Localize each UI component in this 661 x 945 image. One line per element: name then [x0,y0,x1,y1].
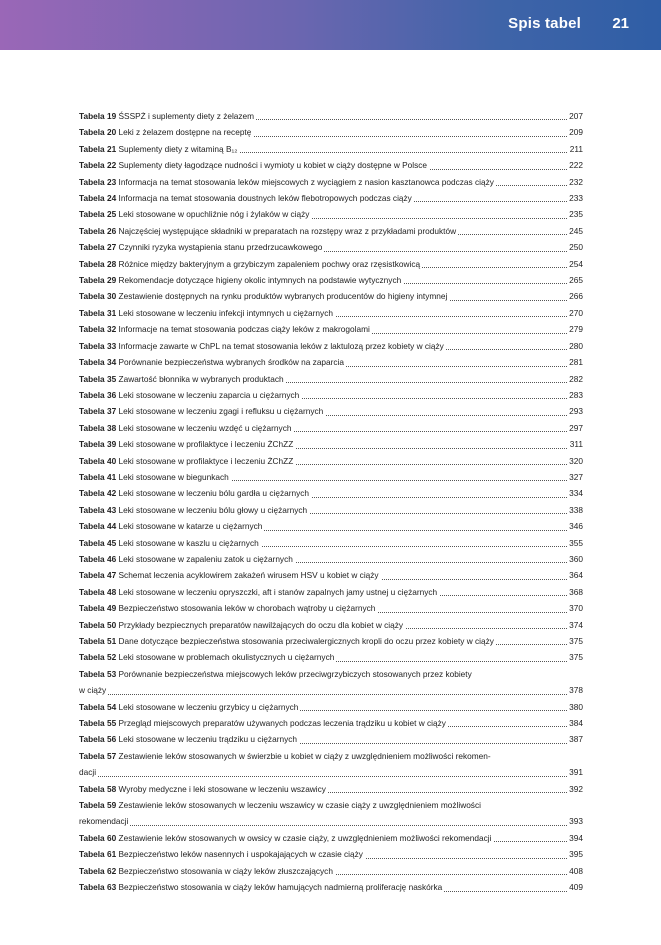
toc-entry[interactable] [79,551,583,567]
toc-entry-heading [79,357,346,367]
toc-entry-heading [79,554,295,564]
table-title: Przykłady bezpiecznych preparatów nawilżających do oczu dla kobiet w ciąży [118,619,404,630]
table-number: Tabela 25 [79,209,117,220]
toc-entry-heading [79,472,231,482]
page-reference: 394 [567,830,583,846]
toc-entry-heading [79,748,583,764]
page-header [0,0,661,50]
table-title: Leki stosowane w leczeniu opryszczki, aft i stanów zapalnych jamy ustnej u ciężarnych [118,586,438,597]
page-reference: 293 [567,403,583,419]
table-title: Leki stosowane w profilaktyce i leczeniu ŻChZZ [118,439,294,450]
table-number: Tabela 61 [79,849,117,860]
toc-entry-heading [79,521,264,531]
toc-entry[interactable] [79,469,583,485]
page-reference: 250 [567,239,583,255]
toc-entry-heading [79,193,414,203]
table-title: Leki stosowane w zapaleniu zatok u ciężarnych [118,553,293,564]
toc-entry-heading [79,603,377,613]
table-title: Zestawienie dostępnych na rynku produktów wybranych producentów do higieny intymnej [118,291,448,302]
page-reference: 281 [567,354,583,370]
toc-entry-heading [79,570,381,580]
toc-entry[interactable] [79,518,583,534]
toc-entry-heading [79,226,458,236]
table-title: Bezpieczeństwo stosowania w ciąży leków hamujących nadmierną proliferację naskórka [118,882,443,893]
table-number: Tabela 52 [79,652,117,663]
table-title: Przegląd miejscowych preparatów używanych podczas leczenia trądziku u kobiet w ciąży [118,718,446,729]
table-title: Leki stosowane w leczeniu bólu głowy u ciężarnych [118,504,308,515]
table-number: Tabela 24 [79,193,117,204]
table-number: Tabela 53 [79,668,117,679]
toc-entry[interactable] [79,420,583,436]
toc-entry-heading [79,275,403,285]
table-number: Tabela 59 [79,800,117,811]
toc-entry[interactable] [79,321,583,337]
toc-entry-heading [79,784,328,794]
table-title: Leki stosowane w leczeniu wzdęć u ciężarnych [118,422,292,433]
toc-entry[interactable] [79,567,583,583]
toc-entry[interactable] [79,436,583,452]
toc-entry-heading [79,505,309,515]
toc-entry[interactable] [79,305,583,321]
toc-entry[interactable] [79,485,583,501]
toc-entry[interactable] [79,600,583,616]
table-number: Tabela 31 [79,307,117,318]
page-number: 21 [612,15,629,32]
toc-entry-heading [79,456,295,466]
page-reference: 391 [567,764,583,780]
table-number: Tabela 29 [79,275,117,286]
table-number: Tabela 28 [79,258,117,269]
dot-leader [79,825,583,826]
dot-leader [79,776,583,777]
toc-entry-heading [79,849,365,859]
toc-entry-heading [79,308,335,318]
table-title: Porównanie bezpieczeństwa miejscowych leków przeciwgrzybiczych stosowanych przez kobiety [118,668,472,679]
section-title: Spis tabel [508,15,581,32]
table-number: Tabela 32 [79,324,117,335]
toc-entry[interactable] [79,223,583,239]
table-title: Suplementy diety łagodzące nudności i wymioty u kobiet w ciąży dostępne w Polsce [118,160,428,171]
toc-entry[interactable] [79,879,583,895]
table-number: Tabela 57 [79,750,117,761]
table-number: Tabela 47 [79,570,117,581]
table-number: Tabela 45 [79,537,117,548]
table-number: Tabela 46 [79,553,117,564]
toc-entry-heading [79,406,325,416]
toc-entry-heading [79,833,493,843]
table-number: Tabela 19 [79,111,117,121]
toc-entry-heading [79,866,335,876]
table-title: Leki stosowane w leczeniu grzybicy u ciężarnych [118,701,299,712]
toc-entry-heading [79,718,448,728]
toc-entry[interactable] [79,846,583,862]
toc-entry-heading [79,324,372,334]
table-title: Leki stosowane w biegunkach [118,471,229,482]
table-title: Porównanie bezpieczeństwa wybranych środków na zaparcia [118,357,345,368]
table-title: Schemat leczenia acyklowirem zakażeń wirusem HSV u kobiet w ciąży [118,570,379,581]
table-number: Tabela 20 [79,127,117,138]
table-number: Tabela 33 [79,340,117,351]
table-title: Różnice między bakteryjnym a grzybiczym zapaleniem pochwy oraz rzęsistkowicą [118,258,421,269]
toc-entry[interactable] [79,830,583,846]
toc-entry-heading [79,160,429,170]
toc-entry-heading [79,439,295,449]
page-reference: 368 [567,584,583,600]
toc-entry-heading [79,587,439,597]
page-reference: 265 [567,272,583,288]
table-number: Tabela 44 [79,521,117,532]
table-title: Informacja na temat stosowania leków miejscowych z wyciągiem z nasion kasztanowca podczas ciąży [118,176,494,187]
toc-entry[interactable] [79,748,583,781]
table-number: Tabela 27 [79,242,117,253]
toc-entry[interactable] [79,797,583,830]
toc-entry[interactable] [79,338,583,354]
table-title-continuation: dacji [79,767,97,778]
table-number: Tabela 48 [79,586,117,597]
table-number: Tabela 40 [79,455,117,466]
table-number: Tabela 41 [79,471,117,482]
table-title: Bezpieczeństwo leków nasennych i uspokajających w czasie ciąży [118,849,363,860]
table-title: Suplementy diety z witaminą B₁₂ [118,143,238,154]
page-reference: 297 [567,420,583,436]
page-reference: 279 [567,321,583,337]
page-reference: 384 [567,715,583,731]
toc-entry[interactable] [79,174,583,190]
table-number: Tabela 54 [79,701,117,712]
table-number: Tabela 21 [79,143,117,154]
toc-entry-heading [79,341,446,351]
toc-entry[interactable] [79,584,583,600]
table-title: Leki z żelazem dostępne na receptę [118,127,252,138]
table-title: Leki stosowane w katarze u ciężarnych [118,521,263,532]
table-title: Dane dotyczące bezpieczeństwa stosowania przeciwalergicznych kropli do oczu przez kobiety w ciąży [118,636,494,646]
toc-entry-heading [79,144,240,154]
toc-entry[interactable] [79,371,583,387]
toc-entry[interactable] [79,124,583,140]
table-title: Bezpieczeństwo stosowania leków w chorobach wątroby u ciężarnych [118,603,376,614]
toc-entry[interactable] [79,699,583,715]
page-reference: 282 [567,371,583,387]
table-title: Informacja na temat stosowania doustnych leków flebotropowych podczas ciąży [118,193,412,204]
toc-entry[interactable] [79,387,583,403]
toc-entry[interactable] [79,617,583,633]
page-reference: 233 [567,190,583,206]
table-number: Tabela 35 [79,373,117,384]
table-number: Tabela 36 [79,389,117,400]
table-of-contents-list [79,108,583,896]
toc-entry[interactable] [79,256,583,272]
page-reference: 408 [567,863,583,879]
page-reference: 375 [567,649,583,665]
table-title: Zestawienie leków stosowanych w świerzbie u kobiet w ciąży z uwzględnieniem możliwości rekomen- [118,750,491,761]
toc-entry-heading [79,882,444,892]
page-reference: 392 [567,781,583,797]
table-number: Tabela 34 [79,357,117,368]
table-title-continuation: w ciąży [79,685,107,696]
page-reference: 370 [567,600,583,616]
table-number: Tabela 23 [79,176,117,187]
page-reference: 311 [568,436,583,452]
page-reference: 378 [567,682,583,698]
page-reference: 338 [567,502,583,518]
page-reference: 375 [567,633,583,649]
table-title: Leki stosowane w opuchliźnie nóg i żylaków w ciąży [118,209,310,220]
table-title: Zestawienie leków stosowanych w owsicy w czasie ciąży, z uwzględnieniem możliwości rekomendacji [118,832,492,843]
page-reference: 327 [567,469,583,485]
toc-entry[interactable] [79,157,583,173]
table-number: Tabela 26 [79,225,117,236]
page-reference: 280 [567,338,583,354]
table-number: Tabela 37 [79,406,117,417]
table-title: Leki stosowane w leczeniu bólu gardła u ciężarnych [118,488,309,499]
toc-entry[interactable] [79,502,583,518]
toc-entry-heading [79,636,496,646]
table-number: Tabela 50 [79,619,117,630]
table-number: Tabela 55 [79,718,117,729]
page-reference: 334 [567,485,583,501]
table-number: Tabela 49 [79,603,117,614]
table-number: Tabela 56 [79,734,117,745]
toc-entry-heading [79,127,253,137]
toc-entry[interactable] [79,239,583,255]
toc-entry[interactable] [79,403,583,419]
toc-entry[interactable] [79,633,583,649]
page-reference: 245 [567,223,583,239]
toc-entry-heading [79,259,422,269]
toc-entry[interactable] [79,715,583,731]
toc-entry-heading [79,797,583,813]
table-title: ŚSSPŻ i suplementy diety z żelazem [118,111,255,121]
page-reference: 387 [567,731,583,747]
table-number: Tabela 43 [79,504,117,515]
page-reference: 232 [567,174,583,190]
page-reference: 235 [567,206,583,222]
page-reference: 355 [567,535,583,551]
page-reference: 207 [567,108,583,124]
toc-entry[interactable] [79,272,583,288]
page-reference: 320 [567,453,583,469]
toc-entry[interactable] [79,731,583,747]
toc-entry[interactable] [79,535,583,551]
page-reference: 346 [567,518,583,534]
table-number: Tabela 30 [79,291,117,302]
table-title: Zestawienie leków stosowanych w leczeniu wszawicy w czasie ciąży z uwzględnieniem możliwości [118,800,481,811]
table-title: Leki stosowane w leczeniu zgagi i refluksu u ciężarnych [118,406,324,417]
toc-entry[interactable] [79,206,583,222]
page-reference: 395 [567,846,583,862]
toc-entry[interactable] [79,649,583,665]
toc-entry-heading [79,620,405,630]
toc-entry-heading [79,390,301,400]
table-number: Tabela 38 [79,422,117,433]
table-title: Informacje zawarte w ChPL na temat stosowania leków z laktulozą przez kobiety w ciąży [118,340,444,351]
toc-entry[interactable] [79,190,583,206]
page-reference: 374 [567,617,583,633]
table-title: Wyroby medyczne i leki stosowane w leczeniu wszawicy [118,783,326,794]
table-title: Leki stosowane w leczeniu trądziku u ciężarnych [118,734,297,745]
toc-entry-heading [79,423,293,433]
table-title: Leki stosowane w leczeniu infekcji intymnych u ciężarnych [118,307,333,318]
table-number: Tabela 22 [79,160,117,171]
page-reference: 254 [567,256,583,272]
table-number: Tabela 42 [79,488,117,499]
table-title: Bezpieczeństwo stosowania w ciąży leków złuszczających [118,865,333,876]
table-title: Informacje na temat stosowania podczas ciąży leków z makrogolami [118,324,370,335]
table-number: Tabela 51 [79,636,117,646]
toc-entry[interactable] [79,863,583,879]
page-reference: 360 [567,551,583,567]
toc-entry[interactable] [79,453,583,469]
page-reference: 380 [567,699,583,715]
toc-entry-heading [79,666,583,682]
toc-entry-heading [79,538,261,548]
page-reference: 209 [567,124,583,140]
toc-entry[interactable] [79,108,583,124]
toc-entry-heading [79,177,496,187]
table-title: Leki stosowane w problemach okulistycznych u ciężarnych [118,652,335,663]
toc-entry-heading [79,734,299,744]
table-title: Najczęściej występujące składniki w preparatach na rozstępy wraz z przykładami produktów [118,225,457,236]
page-reference: 266 [567,288,583,304]
toc-entry[interactable] [79,781,583,797]
page-reference: 393 [567,813,583,829]
toc-entry-heading [79,209,311,219]
page-reference: 409 [567,879,583,895]
page-reference: 364 [567,567,583,583]
page-reference: 222 [567,157,583,173]
toc-entry-heading [79,111,256,121]
toc-entry[interactable] [79,141,583,157]
table-title: Czynniki ryzyka wystąpienia stanu przedrzucawkowego [118,242,323,253]
table-title: Leki stosowane w kaszlu u ciężarnych [118,537,259,548]
page-reference: 211 [568,141,583,157]
toc-entry[interactable] [79,288,583,304]
table-title: Leki stosowane w leczeniu zaparcia u ciężarnych [118,389,300,400]
toc-entry-heading [79,291,449,301]
toc-entry[interactable] [79,666,583,699]
table-number: Tabela 63 [79,882,117,893]
page-reference: 270 [567,305,583,321]
table-number: Tabela 58 [79,783,117,794]
toc-entry-heading [79,488,311,498]
page-reference: 283 [567,387,583,403]
table-title-continuation: rekomendacji [79,816,129,827]
table-number: Tabela 62 [79,865,117,876]
toc-entry-heading [79,652,336,662]
table-number: Tabela 39 [79,439,117,450]
toc-entry-heading [79,242,324,252]
toc-entry-heading [79,374,286,384]
table-title: Rekomendacje dotyczące higieny okolic intymnych na podstawie wytycznych [118,275,402,286]
table-title: Leki stosowane w profilaktyce i leczeniu ŻChZZ [118,455,294,466]
toc-entry-heading [79,702,300,712]
toc-entry[interactable] [79,354,583,370]
dot-leader [79,694,583,695]
table-title: Zawartość błonnika w wybranych produktach [118,373,284,384]
table-number: Tabela 60 [79,832,117,843]
